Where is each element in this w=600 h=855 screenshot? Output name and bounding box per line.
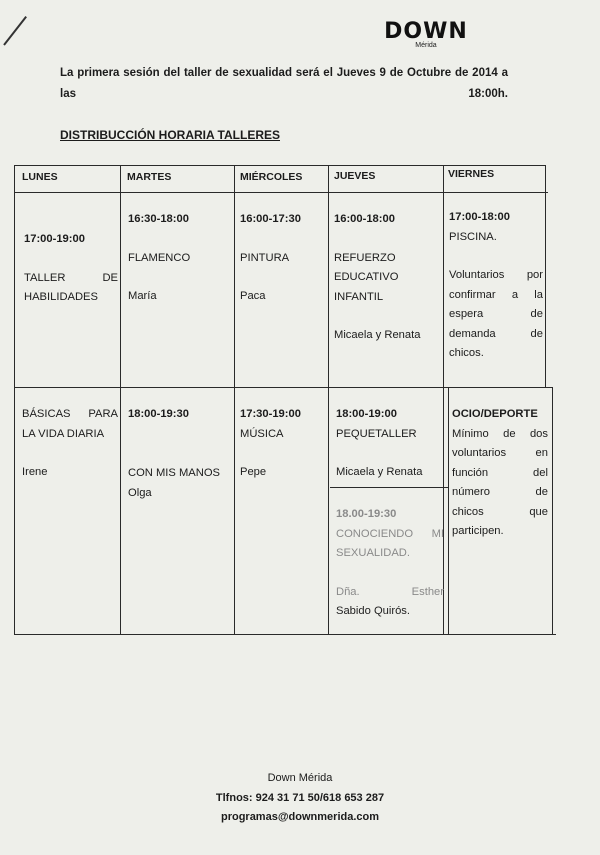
viernes-row2-note-line2: voluntarios en xyxy=(452,447,548,459)
viernes-row1-note-line1: Voluntarios por xyxy=(449,269,543,281)
viernes-row1-note-line4: demanda de xyxy=(449,327,543,340)
viernes-row2-note-line1: Mínimo de dos xyxy=(452,427,548,440)
logo-subtext: Mérida xyxy=(415,42,437,49)
viernes-row1-note-line3: espera de xyxy=(449,308,543,320)
martes-row2-name: CON MIS MANOS xyxy=(128,466,220,479)
table-border-right-bottom xyxy=(552,387,553,635)
martes-row2-time: 18:00-19:30 xyxy=(128,408,189,420)
footer-org: Down Mérida xyxy=(267,772,333,784)
viernes-row1-name: PISCINA. xyxy=(449,230,497,243)
jueves-row1-name-line2: EDUCATIVO xyxy=(334,271,399,283)
lunes-row1 xyxy=(24,230,118,308)
lunes-row2 xyxy=(22,405,118,483)
table-col-divider-3 xyxy=(328,165,329,635)
viernes-row1-note-line5: chicos. xyxy=(449,347,484,359)
table-header-divider xyxy=(14,192,548,193)
jueves-row2-sub-name-line2: SEXUALIDAD. xyxy=(336,547,410,559)
down-merida-logo xyxy=(384,20,468,49)
table-border-left xyxy=(14,165,15,635)
logo-text: DOWN xyxy=(384,19,468,44)
martes-row1-person: María xyxy=(128,290,157,302)
jueves-row1-time: 16:00-18:00 xyxy=(334,213,395,225)
martes-row1-time: 16:30-18:00 xyxy=(128,213,189,225)
footer-phones: Tlfnos: 924 31 71 50/618 653 287 xyxy=(215,792,385,804)
miercoles-row2 xyxy=(240,405,326,483)
lunes-row1-name-line2: HABILIDADES xyxy=(24,291,98,303)
martes-row1 xyxy=(128,210,228,307)
lunes-row2-name-line2: LA VIDA DIARIA xyxy=(22,427,105,440)
viernes-row2-note-line5: chicos que xyxy=(452,505,548,518)
jueves-row2-sub xyxy=(336,505,444,622)
miercoles-row1-time: 16:00-17:30 xyxy=(240,213,301,225)
lunes-row1-name-line1: TALLER DE xyxy=(24,271,118,284)
martes-row2-person: Olga xyxy=(128,487,152,499)
header-miercoles: MIÉRCOLES xyxy=(240,171,303,183)
jueves-row1-name-line3: INFANTIL xyxy=(334,290,384,303)
martes-row2 xyxy=(128,405,232,504)
jueves-row2-person: Micaela y Renata xyxy=(336,466,423,478)
jueves-row2 xyxy=(336,405,446,483)
jueves-row2-sub-time: 18.00-19:30 xyxy=(336,508,397,520)
lunes-row2-person: Irene xyxy=(22,466,48,478)
miercoles-row2-person: Pepe xyxy=(240,466,267,478)
table-col-divider-4b xyxy=(448,387,449,635)
intro-paragraph: La primera sesión del taller de sexualidad será el Jueves 9 de Octubre de 2014 a las 18:00h. xyxy=(60,67,508,100)
jueves-row2-name: PEQUETALLER xyxy=(336,427,417,440)
lunes-row1-time: 17:00-19:00 xyxy=(24,233,85,245)
jueves-row1-person: Micaela y Renata xyxy=(334,329,421,341)
martes-row1-name: FLAMENCO xyxy=(128,251,191,264)
pen-mark xyxy=(3,16,27,46)
footer-email[interactable]: programas@downmerida.com xyxy=(220,811,380,823)
jueves-row2-time: 18:00-19:00 xyxy=(336,408,397,420)
lunes-row2-name-line1: BÁSICAS PARA xyxy=(22,408,118,420)
header-viernes: VIERNES xyxy=(448,168,495,180)
viernes-row2-note-line6: participen. xyxy=(452,525,504,537)
miercoles-row1-name: PINTURA xyxy=(240,251,290,264)
table-row-divider xyxy=(14,387,552,388)
viernes-row1-time: 17:00-18:00 xyxy=(449,211,510,223)
table-border-bottom xyxy=(14,634,556,635)
header-martes: MARTES xyxy=(127,171,172,183)
jueves-row1-name-line1: REFUERZO xyxy=(334,251,396,264)
jueves-row2-sub-name-line1: CONOCIENDO MI xyxy=(336,527,444,540)
jueves-row2-sub-person-line1: Dña. Esther xyxy=(336,585,444,598)
miercoles-row2-name: MÚSICA xyxy=(240,427,284,440)
header-lunes: LUNES xyxy=(22,171,58,183)
schedule-table xyxy=(14,165,556,635)
miercoles-row2-time: 17:30-19:00 xyxy=(240,408,301,420)
viernes-row2-note-line3: función del xyxy=(452,466,548,479)
jueves-row2-sub-person-line2: Sabido Quirós. xyxy=(336,605,411,617)
viernes-row2-title: OCIO/DEPORTE xyxy=(452,408,538,420)
viernes-row2 xyxy=(452,405,548,542)
viernes-row1 xyxy=(449,208,543,364)
miercoles-row1 xyxy=(240,210,326,307)
page-title: DISTRIBUCCIÓN HORARIA TALLERES xyxy=(60,128,280,142)
miercoles-row1-person: Paca xyxy=(240,290,266,302)
viernes-row2-note-line4: número de xyxy=(452,486,548,498)
table-thursday-split xyxy=(330,487,448,488)
header-jueves: JUEVES xyxy=(334,170,376,182)
table-col-divider-2 xyxy=(234,165,235,635)
jueves-row1 xyxy=(334,210,440,346)
viernes-row1-note-line2: confirmar a la xyxy=(449,288,543,301)
table-col-divider-1 xyxy=(120,165,121,635)
table-border-right-top xyxy=(545,165,546,387)
